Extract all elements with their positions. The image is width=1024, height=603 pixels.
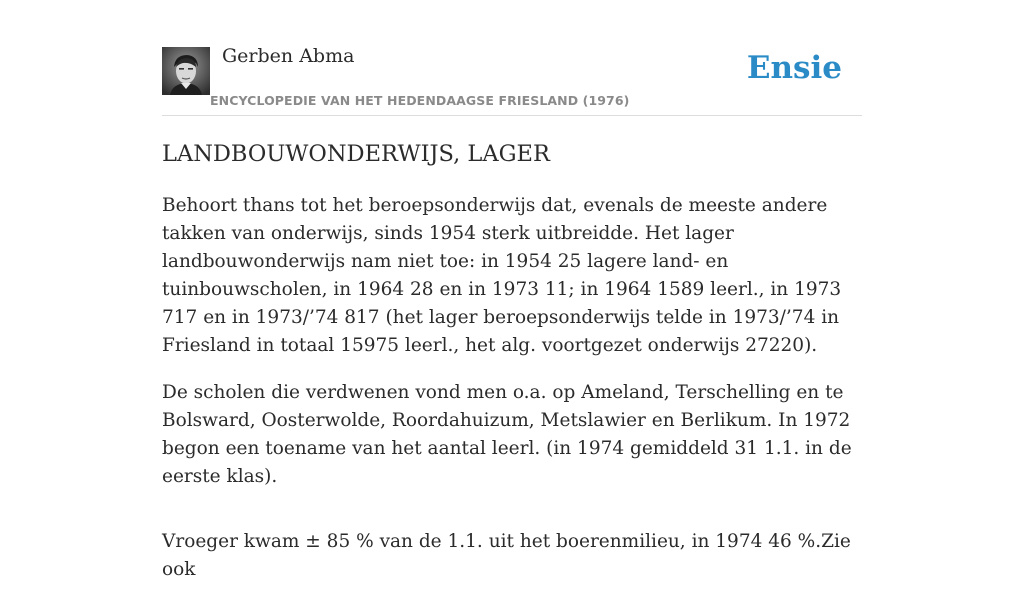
article-title: LANDBOUWONDERWIJS, LAGER <box>162 141 550 167</box>
article-header <box>162 0 862 116</box>
person-portrait-icon <box>162 47 210 95</box>
article-paragraph: Vroeger kwam ± 85 % van de 1.1. uit het boerenmilieu, in 1974 46 %.Zie ook <box>162 531 851 580</box>
article-paragraph: De scholen die verdwenen vond men o.a. op Ameland, Terschelling en te Bolsward, Oosterwolde, Roordahuizum, Metslawier en Berlikum. In 1972 begon een toename van het aantal leerl. (in 1974 gemiddeld 31 1.1. in de eerste klas). <box>162 382 852 487</box>
author-name[interactable]: Gerben Abma <box>222 45 355 67</box>
author-avatar[interactable] <box>162 47 210 95</box>
article-body <box>162 192 862 603</box>
article-paragraph: Behoort thans tot het beroepsonderwijs dat, evenals de meeste andere takken van onderwijs, sinds 1954 sterk uitbreidde. Het lager landbouwonderwijs nam niet toe: in 1954 25 lagere land- en tuinbouwscholen, in 1964 28 en in 1973 11; in 1964 1589 leerl., in 1973 717 en in 1973/’74 817 (het lager beroepsonderwijs telde in 1973/’74 in Friesland in totaal 15975 leerl., het alg. voortgezet onderwijs 27220). <box>162 195 842 356</box>
article-page <box>162 0 862 580</box>
brand-logo[interactable]: Ensie <box>746 50 842 86</box>
source-label[interactable]: ENCYCLOPEDIE VAN HET HEDENDAAGSE FRIESLAND (1976) <box>210 93 630 108</box>
